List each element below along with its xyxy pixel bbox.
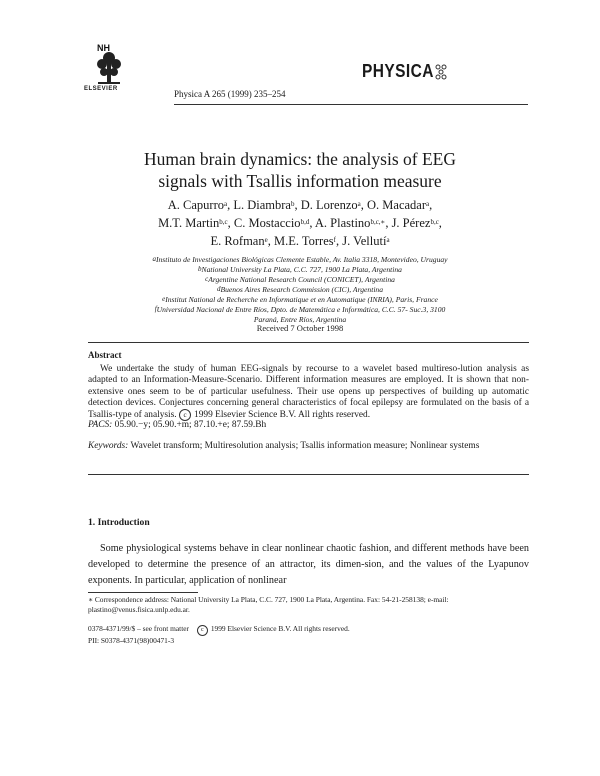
abstract-text: We undertake the study of human EEG-signals by recourse to a wavelet based multireso-lution analysis as adapted to an Information-Measure-Scenario. Different information measures are employed. It is shown that non-extensive ones seem to be of particular usefulness. Their use opens up perspectives of building up automatic detection devices. Conjectures concerning general characteristics of focal epilepsy are formulated on the basis of a Tsallis-type of analysis. — [88, 364, 529, 421]
affiliation-item — [60, 285, 540, 295]
copyright-icon: c — [179, 409, 191, 421]
correspondence-footnote: ∗ Correspondence address: National University La Plata, C.C. 727, 1900 La Plata, Argentina. Fax: 54-21-258138; e-mail: plastino@venus.fisica.unlp.edu.ar. — [88, 595, 449, 615]
affiliation-text: Paraná, Entre Ríos, Argentina — [253, 315, 347, 324]
author-name: M.T. Martin — [158, 216, 220, 230]
affiliation-text: Instituto de Investigaciones Biológicas Clemente Estable, Av. Italia 3318, Montevideo, Uruguay — [155, 255, 448, 264]
author-affil-mark: b — [290, 200, 295, 208]
author-affil-mark: a — [224, 200, 228, 208]
affiliation-item — [60, 275, 540, 285]
logo-initials: NH — [97, 43, 110, 53]
keywords-line — [88, 441, 529, 452]
author-separator: , — [429, 198, 433, 212]
author-name: , M.E. Torres — [267, 234, 334, 248]
affiliation-list — [60, 255, 540, 325]
author-name: , J. Pérez — [385, 216, 431, 230]
author-affil-mark: a — [386, 236, 390, 244]
author-name: , J. Vellutí — [335, 234, 387, 248]
author-affil-mark: a — [426, 200, 430, 208]
journal-reference: Physica A 265 (1999) 235–254 — [174, 89, 286, 99]
title-line-2: signals with Tsallis information measure — [158, 171, 442, 191]
author-affil-mark: b,c,∗ — [370, 218, 386, 226]
affiliation-mark: d — [216, 285, 221, 293]
received-date: Received 7 October 1998 — [256, 323, 344, 333]
pacs-value: 05.90.−y; 05.90.+m; 87.10.+e; 87.59.Bh — [114, 420, 267, 430]
affiliation-mark: b — [198, 265, 202, 273]
affiliation-text: Buenos Aires Research Commission (CIC), Argentina — [220, 285, 384, 294]
section-heading-introduction: 1. Introduction — [88, 517, 150, 528]
affiliation-text: National University La Plata, C.C. 727, 1900 La Plata, Argentina — [201, 265, 402, 274]
introduction-text: Some physiological systems behave in clear nonlinear chaotic fashion, and different methods have been developed to determine the presence of an attractor, its dimen-sion, and the values of the Lyapunov exponents. In particular, application of nonlinear — [88, 543, 529, 586]
author-name: A. Capurro — [167, 198, 224, 212]
keywords-label: Keywords: — [88, 441, 129, 451]
author-name: , L. Diambra — [227, 198, 291, 212]
front-matter-pii: PII: S0378-4371(98)00471-3 — [88, 636, 175, 645]
authors-line-1 — [60, 196, 540, 214]
affiliation-item — [60, 295, 540, 305]
author-affil-mark: b,c — [430, 218, 439, 226]
author-affil-mark: b,c — [219, 218, 228, 226]
abstract-heading: Abstract — [88, 350, 122, 360]
front-matter-copyright: 1999 Elsevier Science B.V. All rights reserved. — [210, 624, 350, 633]
affiliation-item — [60, 265, 540, 275]
affiliation-item — [60, 305, 540, 315]
abstract-copyright: 1999 Elsevier Science B.V. All rights reserved. — [194, 410, 371, 421]
affiliation-text: Argentine National Research Council (CONICET), Argentina — [208, 275, 395, 284]
article-title — [60, 148, 540, 192]
pacs-label: PACS: — [88, 420, 113, 430]
affiliation-item — [60, 255, 540, 265]
front-matter — [88, 624, 350, 646]
abstract-top-rule — [88, 342, 529, 343]
front-matter-line-1 — [88, 624, 350, 636]
author-affil-mark: b,d — [300, 218, 310, 226]
author-affil-mark: a — [357, 200, 361, 208]
abstract-body — [88, 364, 529, 421]
author-separator: , — [438, 216, 442, 230]
front-matter-prefix: 0378-4371/99/$ – see front matter — [88, 624, 189, 633]
affiliation-mark: a — [152, 255, 156, 263]
author-name: , A. Plastino — [309, 216, 371, 230]
publisher-name: ELSEVIER — [84, 86, 118, 92]
author-name: E. Rofman — [210, 234, 265, 248]
copyright-icon: c — [197, 625, 208, 636]
authors-line-3 — [60, 232, 540, 250]
author-name: , C. Mostaccio — [227, 216, 301, 230]
introduction-body — [88, 541, 529, 589]
affiliation-mark: e — [162, 295, 166, 303]
journal-brand: PHYSICA — [362, 61, 434, 81]
author-list — [60, 196, 540, 250]
author-name: , O. Macadar — [360, 198, 427, 212]
authors-line-2 — [60, 214, 540, 232]
author-name: , D. Lorenzo — [294, 198, 358, 212]
affiliation-text: Institut National de Recherche en Informatique et en Automatique (INRIA), Paris, France — [165, 295, 438, 304]
footnote-rule — [88, 592, 198, 593]
pacs-line — [88, 420, 529, 430]
abstract-bottom-rule — [88, 474, 529, 475]
header-rule — [174, 104, 528, 105]
title-line-1: Human brain dynamics: the analysis of EEG — [143, 149, 456, 169]
keywords-value: Wavelet transform; Multiresolution analysis; Tsallis information measure; Nonlinear systems — [130, 441, 480, 451]
affiliation-text: Universidad Nacional de Entre Ríos, Dpto. de Matemática e Informática, C.C. 57- Suc.3, 3100 — [156, 305, 446, 314]
dots-emblem-icon — [433, 63, 449, 81]
affiliation-mark: c — [205, 275, 209, 283]
author-affil-mark: e — [264, 236, 268, 244]
affiliation-mark: f — [154, 305, 157, 313]
author-affil-mark: f — [333, 236, 336, 244]
